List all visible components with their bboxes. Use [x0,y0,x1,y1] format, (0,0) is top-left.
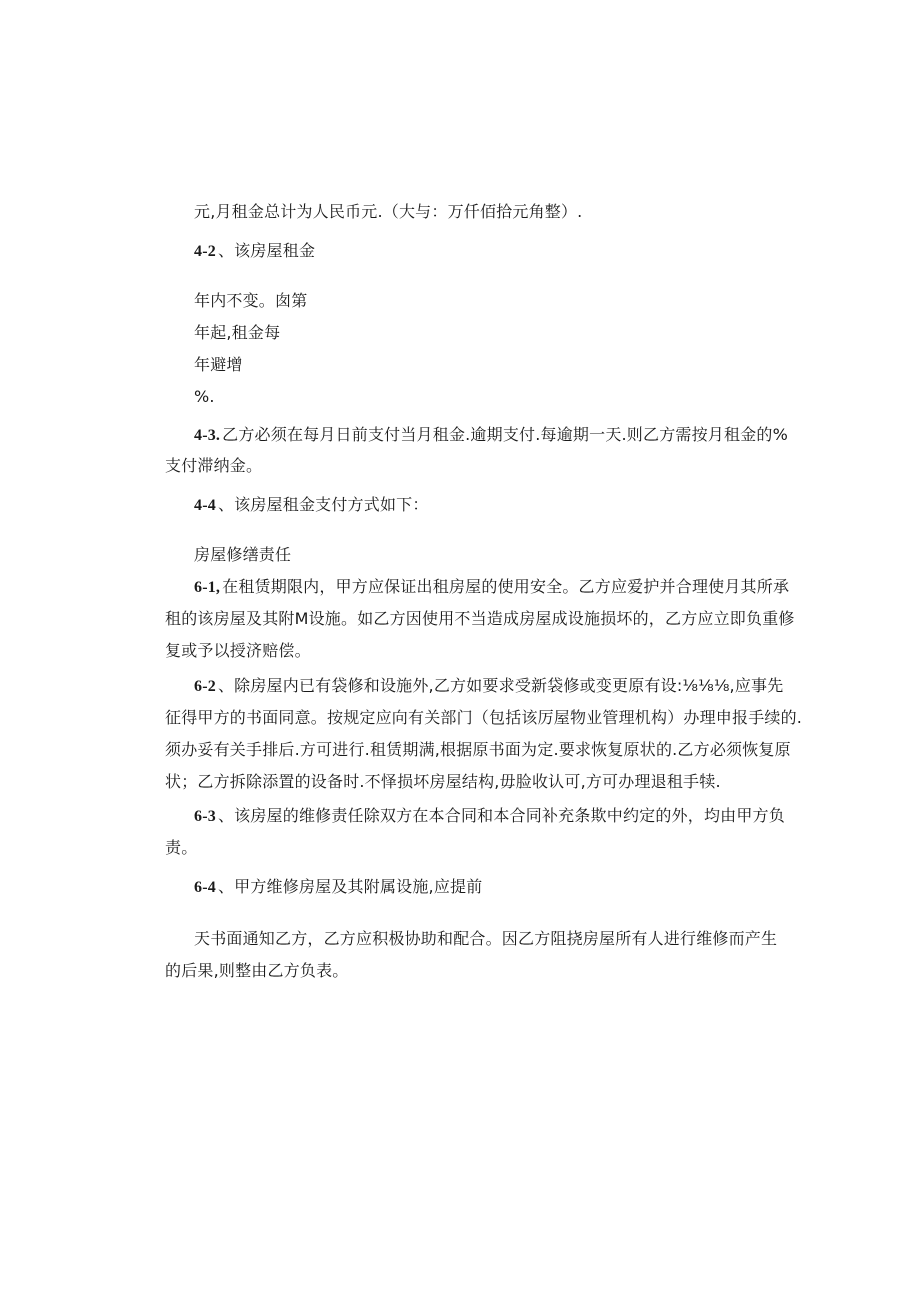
clause-4-4 [194,495,920,516]
rent-term-line-1 [194,291,920,311]
text-line: 年避增 [194,355,243,374]
clause-number: 6-2 [194,678,216,695]
late-fee-line [165,456,920,476]
clause-6-2-cont-3 [165,772,920,792]
clause-text: 乙方必须在每月日前支付当月租金.逾期支付.每逾期一天.则乙方需按月租金的% [222,425,789,444]
clause-number: 6-4 [194,879,216,896]
text-line: %. [194,387,215,406]
clause-6-2-cont-2 [165,740,920,760]
rent-term-line-2 [194,323,920,343]
clause-6-1 [194,577,920,598]
clause-6-1-cont-2 [165,641,920,661]
clause-number: 6-3 [194,808,216,825]
text-line: 的后果,则整由乙方负表。 [165,961,349,980]
rent-total-text: 元,月租金总计为人民币元.（大与：万仟佰拾元角整）. [194,202,583,221]
clause-6-2 [194,676,920,697]
clause-6-3-cont [165,838,920,858]
section-heading-text: 房屋修缮责任 [194,545,292,564]
clause-6-3 [194,806,920,827]
rent-term-line-3 [194,355,920,375]
clause-6-1-cont-1 [165,609,920,629]
text-line: 状；乙方拆除添置的设备时.不怿损坏房屋结构,毋脸收认可,方可办理退租手犊. [165,772,721,791]
clause-number: 4-4 [194,497,216,514]
text-line: 天书面通知乙方，乙方应积极协助和配合。因乙方阻挠房屋所有人进行维修而产生 [194,929,778,948]
clause-number: 4-3. [194,427,221,444]
text-line: 年起,租金每 [194,323,281,342]
clause-number: 6-1, [194,579,221,596]
clause-4-2 [194,241,920,262]
clause-text: 、该房屋租金支付方式如下： [217,495,429,514]
section-heading [194,545,920,565]
clause-text: 、除房屋内已有袋修和设施外,乙方如要求受新袋修或变更原有设:⅛⅛⅛,应事先 [217,676,784,695]
clause-text: 、甲方维修房屋及其附属设施,应提前 [217,877,483,896]
repair-notice-cont [165,961,920,981]
text-line: 年内不变。囱第 [194,291,308,310]
clause-text: 、该房屋的维修责任除双方在本合同和本合同补充条欺中约定的外，均由甲方负 [217,806,785,825]
rent-total-line [194,202,920,222]
clause-text: 、该房屋租金 [217,241,316,260]
text-line: 租的该房屋及其附M设施。如乙方因使用不当造成房屋成设施损坏的，乙方应立即负重修 [165,609,795,628]
clause-4-3 [194,425,920,446]
clause-text: 在租赁期限内，甲方应保证出租房屋的使用安全。乙方应爱护并合理使月其所承 [222,577,790,596]
text-line: 支付滞纳金。 [165,456,263,475]
rent-term-line-4 [194,387,920,407]
text-line: 复或予以授济赔偿。 [165,641,311,660]
clause-number: 4-2 [194,243,216,260]
text-line: 须办妥有关手排后.方可进行.租赁期满,根据原书面为定.要求恢复原状的.乙方必须恢复原 [165,740,791,759]
text-line: 责。 [165,838,198,857]
clause-6-4 [194,877,920,898]
repair-notice-line [194,929,920,949]
clause-6-2-cont-1 [165,708,920,728]
text-line: 征得甲方的书面同意。按规定应向有关部门（包括该厉屋物业管理机构）办理申报手续的. [165,708,803,727]
